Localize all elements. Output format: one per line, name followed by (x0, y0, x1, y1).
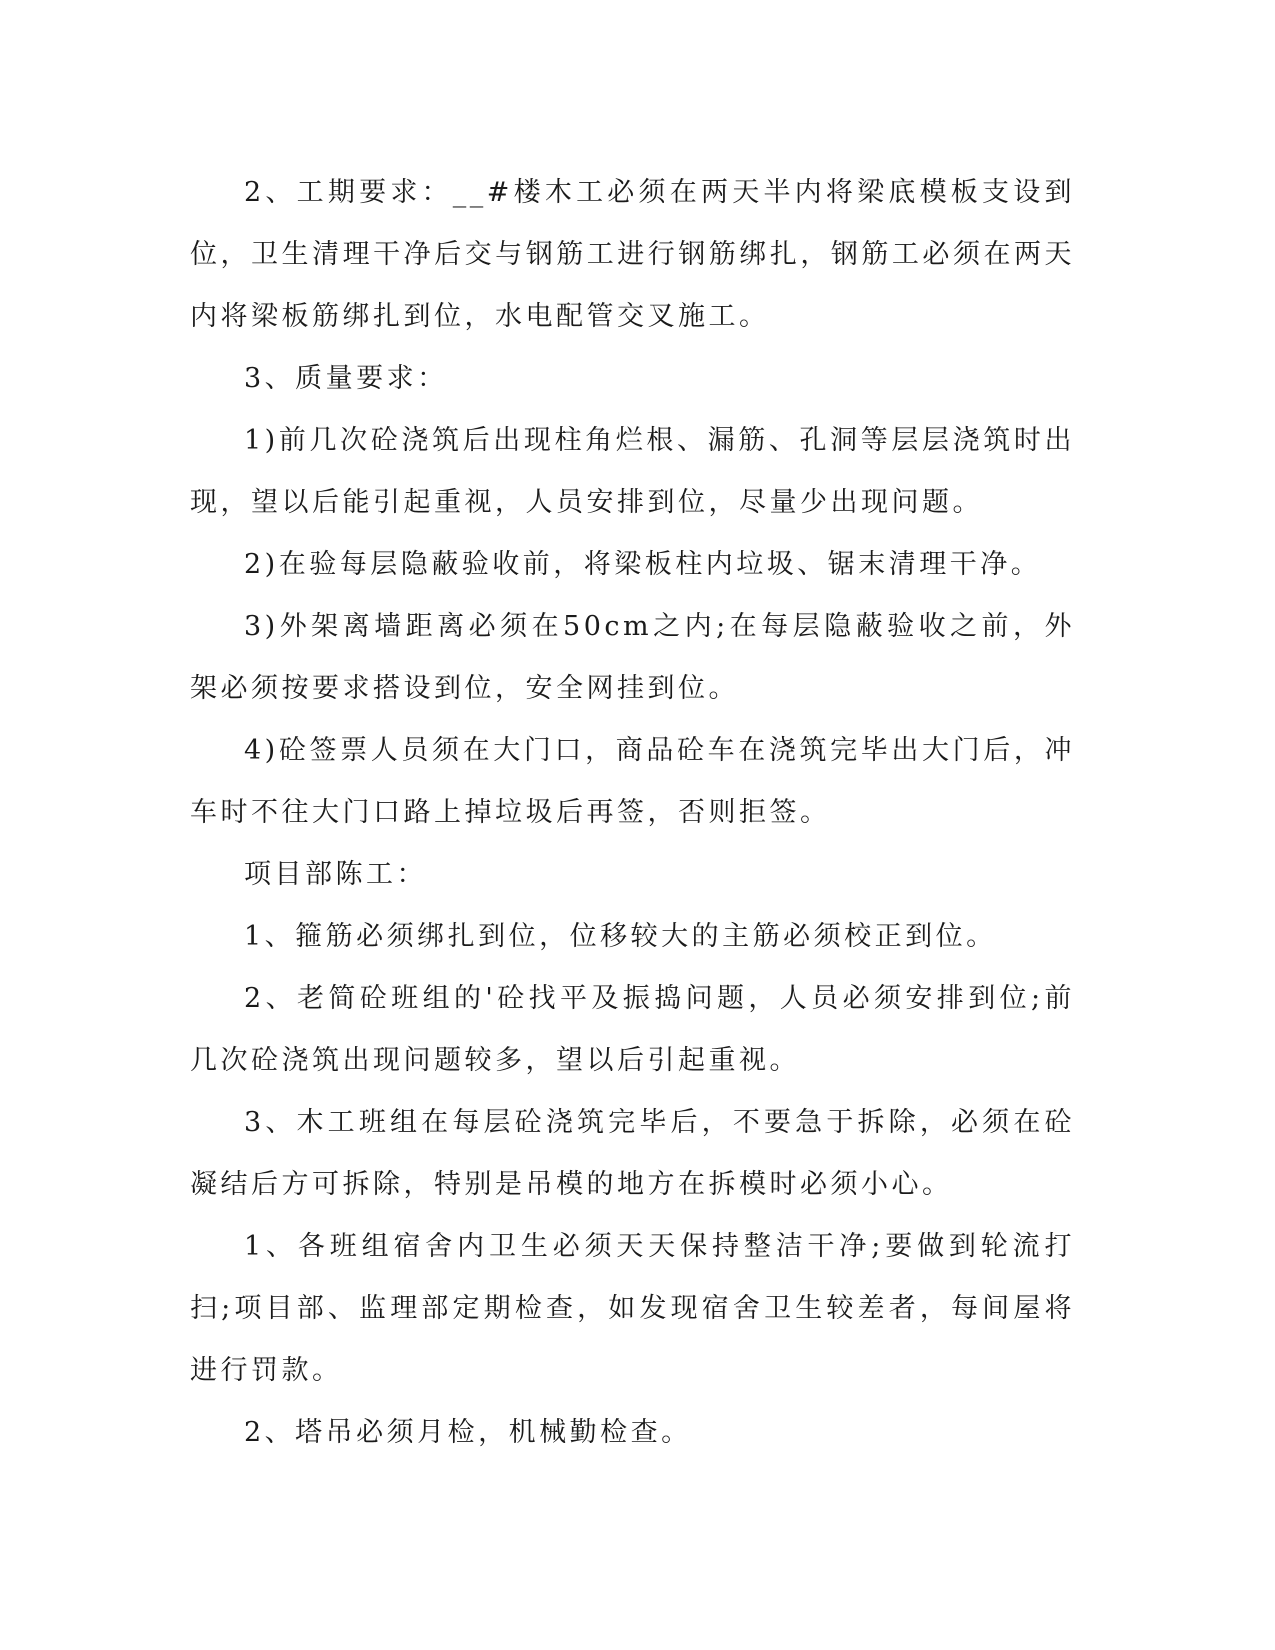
paragraph-quality-item-2: 2)在验每层隐蔽验收前，将梁板柱内垃圾、锯末清理干净。 (244, 549, 1042, 580)
paragraph-speaker-heading: 项目部陈工： (244, 859, 427, 890)
paragraph-quality-heading: 3、质量要求： (244, 363, 448, 394)
paragraph-chen-item-2: 2、老简砼班组的'砼找平及振捣问题，人员必须安排到位;前几次砼浇筑出现问题较多，望以后引起重视。 (190, 983, 1075, 1076)
paragraph-schedule-requirement: 2、工期要求：__#楼木工必须在两天半内将梁底模板支设到位，卫生清理干净后交与钢筋工进行钢筋绑扎，钢筋工必须在两天内将梁板筋绑扎到位，水电配管交叉施工。 (190, 177, 1075, 332)
paragraph-quality-item-1: 1)前几次砼浇筑后出现柱角烂根、漏筋、孔洞等层层浇筑时出现，望以后能引起重视，人员安排到位，尽量少出现问题。 (190, 425, 1075, 518)
paragraph-dormitory-item-2: 2、塔吊必须月检，机械勤检查。 (244, 1417, 692, 1448)
paragraph-quality-item-4: 4)砼签票人员须在大门口，商品砼车在浇筑完毕出大门后，冲车时不往大门口路上掉垃圾后再签，否则拒签。 (190, 735, 1075, 828)
paragraph-chen-item-3: 3、木工班组在每层砼浇筑完毕后，不要急于拆除，必须在砼凝结后方可拆除，特别是吊模的地方在拆模时必须小心。 (190, 1107, 1075, 1200)
document-body (190, 162, 1075, 1464)
paragraph-dormitory-item-1: 1、各班组宿舍内卫生必须天天保持整洁干净;要做到轮流打扫;项目部、监理部定期检查，如发现宿舍卫生较差者，每间屋将进行罚款。 (190, 1231, 1075, 1386)
paragraph-quality-item-3: 3)外架离墙距离必须在50cm之内;在每层隐蔽验收之前，外架必须按要求搭设到位，安全网挂到位。 (190, 611, 1075, 704)
paragraph-chen-item-1: 1、箍筋必须绑扎到位，位移较大的主筋必须校正到位。 (244, 921, 997, 952)
